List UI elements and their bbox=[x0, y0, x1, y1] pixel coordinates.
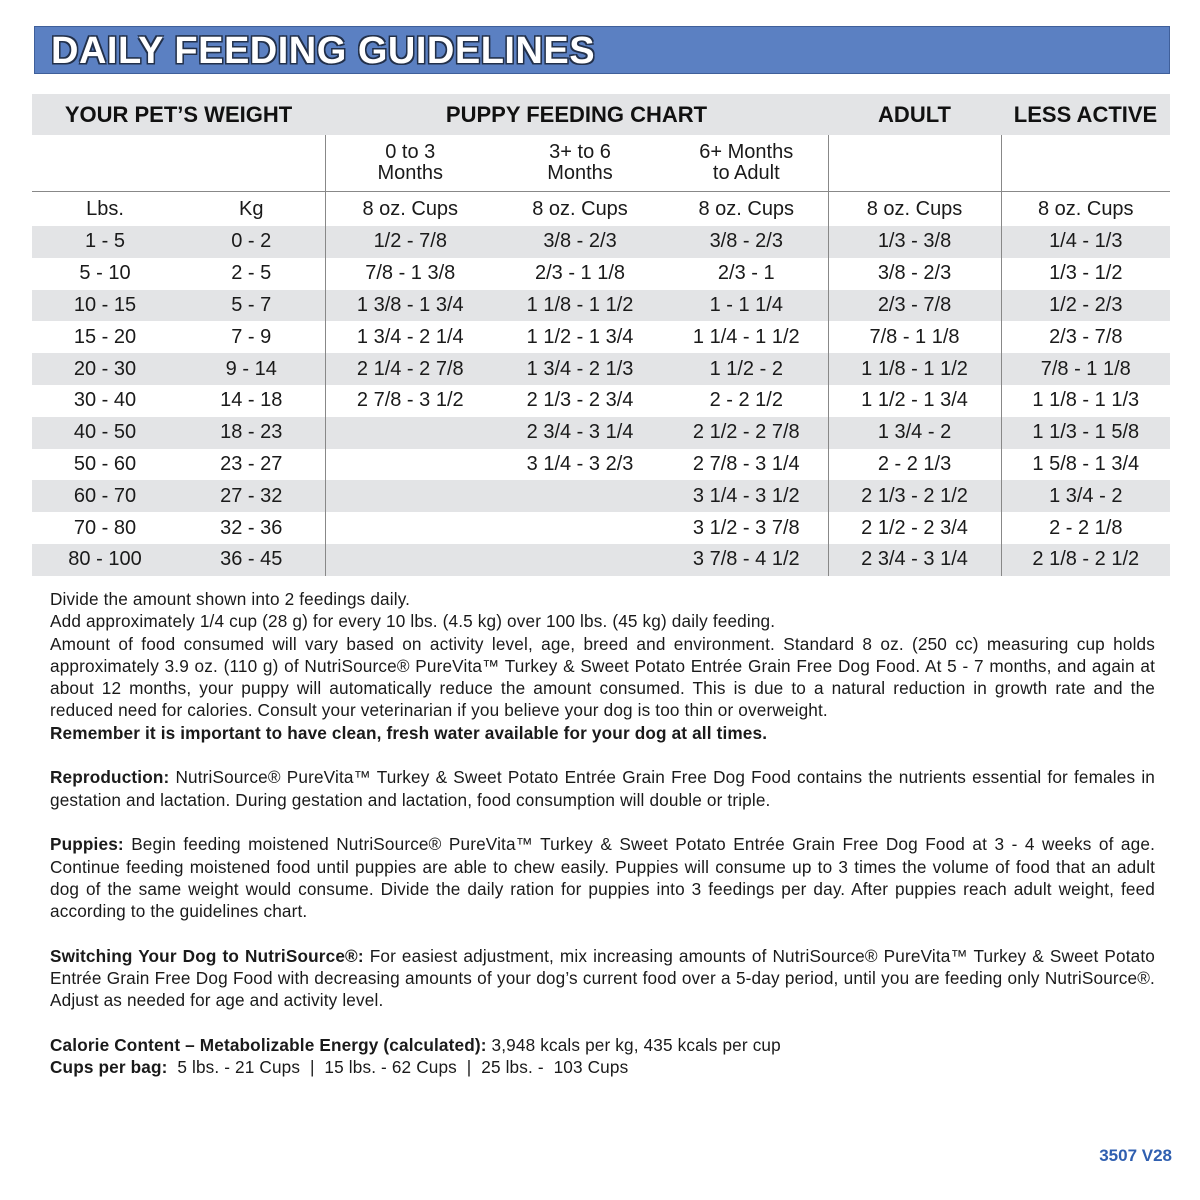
puppy-6-adult-cell: 1 1/4 - 1 1/2 bbox=[692, 325, 800, 348]
table-row bbox=[32, 226, 1170, 258]
lbs-cell: 1 - 5 bbox=[32, 226, 178, 258]
note-add: Add approximately 1/4 cup (28 g) for every 10 lbs. (4.5 kg) over 100 lbs. (45 kg) daily feeding. bbox=[50, 611, 776, 632]
lbs-cell: 10 - 15 bbox=[32, 290, 178, 322]
kg-cell: 36 - 45 bbox=[178, 544, 325, 576]
lbs-cell: 70 - 80 bbox=[73, 516, 137, 539]
puppy-6-adult-cell: 1 - 1 1/4 bbox=[665, 290, 828, 322]
puppy-0-3-cell: 7/8 - 1 3/8 bbox=[325, 258, 495, 290]
puppy-6-adult-cell: 2 - 2 1/2 bbox=[709, 389, 783, 412]
puppy-0-3-cell bbox=[325, 480, 495, 512]
table-row bbox=[32, 480, 1170, 512]
puppy-0-3-cell: 2 7/8 - 3 1/2 bbox=[325, 385, 495, 417]
age-header-row bbox=[32, 135, 1170, 192]
group-header-row bbox=[32, 94, 1170, 135]
table-row bbox=[32, 353, 1170, 385]
kg-cell: 9 - 14 bbox=[178, 353, 325, 385]
header-adult: ADULT bbox=[828, 94, 1001, 135]
table-row bbox=[32, 417, 1170, 449]
kg-cell: 27 - 32 bbox=[178, 480, 325, 512]
table-row bbox=[32, 385, 1170, 417]
puppy-3-6-cell bbox=[495, 512, 665, 544]
unit-label: 8 oz. Cups bbox=[828, 192, 1001, 227]
lbs-cell: 40 - 50 bbox=[32, 417, 178, 449]
puppy-3-6-cell: 2 3/4 - 3 1/4 bbox=[495, 417, 665, 449]
less-active-cell: 2 - 2 1/8 bbox=[1001, 512, 1170, 544]
adult-cell: 1 3/4 - 2 bbox=[828, 417, 1001, 449]
section-reproduction: Reproduction: NutriSource® PureVita™ Turkey & Sweet Potato Entrée Grain Free Dog Food contains the nutrients essential for females in gestation and lactation. During gestation and lactation, food consumption will double or triple. bbox=[50, 767, 1155, 810]
kg-cell: 18 - 23 bbox=[178, 417, 325, 449]
puppy-6-adult-cell: 3 7/8 - 4 1/2 bbox=[665, 544, 828, 576]
calorie-content: Calorie Content – Metabolizable Energy (calculated): 3,948 kcals per kg, 435 kcals per cup bbox=[50, 1034, 781, 1055]
lbs-cell: 20 - 30 bbox=[32, 353, 178, 385]
adult-cell: 1 1/2 - 1 3/4 bbox=[828, 385, 1001, 417]
puppy-0-3-cell bbox=[325, 417, 495, 449]
puppy-6-adult-cell: 1 1/2 - 2 bbox=[665, 353, 828, 385]
age-3-6: 3+ to 6 Months bbox=[495, 135, 665, 192]
section-puppies: Puppies: Begin feeding moistened NutriSource® PureVita™ Turkey & Sweet Potato Entrée Grain Free Dog Food at 3 - 4 weeks of age. Continue feeding moistened food until puppies are able to chew easily. Puppies will consume up to 3 times the volume of food that an adult dog of the same weight would consume. Divide the daily ration for puppies into 3 feedings per day. After puppies reach adult weight, feed according to the guidelines chart. bbox=[50, 834, 1155, 922]
less-active-cell: 7/8 - 1 1/8 bbox=[1001, 353, 1170, 385]
puppy-0-3-cell: 1 3/4 - 2 1/4 bbox=[325, 321, 495, 353]
lbs-cell: 80 - 100 bbox=[32, 544, 178, 576]
header-less-active: LESS ACTIVE bbox=[1001, 94, 1170, 135]
kg-cell: 23 - 27 bbox=[220, 452, 283, 475]
unit-label: 8 oz. Cups bbox=[698, 197, 795, 220]
unit-label: 8 oz. Cups bbox=[325, 192, 495, 227]
kg-cell: 7 - 9 bbox=[231, 325, 272, 348]
kg-cell: 0 - 2 bbox=[178, 226, 325, 258]
title-banner bbox=[34, 26, 1170, 74]
page-title: DAILY FEEDING GUIDELINES bbox=[51, 30, 596, 72]
note-amount: Amount of food consumed will vary based on activity level, age, breed and environment. Standard 8 oz. (250 cc) measuring cup holds approximately 3.9 oz. (110 g) of NutriSource® PureVita™ Turkey & Sweet Potato Entrée Grain Free Dog Food. At 5 - 7 months, and again at about 12 months, your puppy will automatically reduce the amount consumed. This is due to a natural reduction in growth rate and the reduced need for calories. Consult your veterinarian if you believe your dog is too thin or overweight. bbox=[50, 633, 1155, 721]
adult-cell: 2 1/3 - 2 1/2 bbox=[828, 480, 1001, 512]
less-active-cell: 2 1/8 - 2 1/2 bbox=[1001, 544, 1170, 576]
table-row bbox=[32, 512, 1170, 544]
puppy-0-3-cell: 1 3/8 - 1 3/4 bbox=[325, 290, 495, 322]
less-active-cell: 1 3/4 - 2 bbox=[1001, 480, 1170, 512]
unit-label: Kg bbox=[239, 197, 264, 220]
unit-label: Lbs. bbox=[86, 197, 124, 220]
header-puppy: PUPPY FEEDING CHART bbox=[325, 94, 828, 135]
puppy-6-adult-cell: 2 1/2 - 2 7/8 bbox=[665, 417, 828, 449]
table-row bbox=[32, 449, 1170, 481]
kg-cell: 32 - 36 bbox=[220, 516, 283, 539]
puppy-0-3-cell bbox=[325, 449, 495, 481]
adult-cell: 2/3 - 7/8 bbox=[828, 290, 1001, 322]
less-active-cell: 1 5/8 - 1 3/4 bbox=[1001, 449, 1170, 481]
kg-cell: 2 - 5 bbox=[231, 262, 272, 285]
less-active-cell: 1/3 - 1/2 bbox=[1001, 258, 1170, 290]
less-active-cell: 1/4 - 1/3 bbox=[1001, 226, 1170, 258]
table-row bbox=[32, 544, 1170, 576]
less-active-cell: 1 1/8 - 1 1/3 bbox=[1001, 385, 1170, 417]
note-divide: Divide the amount shown into 2 feedings daily. bbox=[50, 589, 411, 609]
less-active-cell: 2/3 - 7/8 bbox=[1001, 321, 1170, 353]
adult-cell: 1 1/8 - 1 1/2 bbox=[828, 353, 1001, 385]
age-0-3: 0 to 3 Months bbox=[325, 135, 495, 192]
puppy-6-adult-cell: 3 1/4 - 3 1/2 bbox=[665, 480, 828, 512]
lbs-cell: 50 - 60 bbox=[73, 452, 137, 475]
puppy-3-6-cell: 1 1/2 - 1 3/4 bbox=[526, 325, 634, 348]
lbs-cell: 30 - 40 bbox=[73, 389, 137, 412]
product-code: 3507 V28 bbox=[1099, 1146, 1172, 1165]
kg-cell: 5 - 7 bbox=[178, 290, 325, 322]
less-active-cell: 1/2 - 2/3 bbox=[1001, 290, 1170, 322]
less-active-cell: 1 1/3 - 1 5/8 bbox=[1001, 417, 1170, 449]
puppy-6-adult-cell: 3 1/2 - 3 7/8 bbox=[692, 516, 800, 539]
note-water: Remember it is important to have clean, fresh water available for your dog at all times. bbox=[50, 722, 768, 743]
puppy-6-adult-cell: 2 7/8 - 3 1/4 bbox=[692, 452, 800, 475]
puppy-3-6-cell bbox=[495, 480, 665, 512]
kg-cell: 14 - 18 bbox=[220, 389, 283, 412]
age-6-adult: 6+ Months to Adult bbox=[665, 135, 828, 192]
lbs-cell: 5 - 10 bbox=[79, 262, 131, 285]
lbs-cell: 15 - 20 bbox=[73, 325, 137, 348]
puppy-3-6-cell: 1 1/8 - 1 1/2 bbox=[495, 290, 665, 322]
puppy-3-6-cell: 3 1/4 - 3 2/3 bbox=[526, 452, 634, 475]
section-switching: Switching Your Dog to NutriSource®: For easiest adjustment, mix increasing amounts of NutriSource® PureVita™ Turkey & Sweet Potato Entrée Grain Free Dog Food with decreasing amounts of your dog’s current food over a 5-day period, until you are feeding only NutriSource®. Adjust as needed for age and activity level. bbox=[50, 945, 1155, 1011]
adult-cell: 7/8 - 1 1/8 bbox=[828, 321, 1001, 353]
unit-label: 8 oz. Cups bbox=[532, 197, 628, 220]
adult-cell: 1/3 - 3/8 bbox=[828, 226, 1001, 258]
table-row bbox=[32, 258, 1170, 290]
puppy-6-adult-cell: 2/3 - 1 bbox=[717, 262, 775, 285]
puppy-0-3-cell bbox=[325, 544, 495, 576]
puppy-3-6-cell: 3/8 - 2/3 bbox=[495, 226, 665, 258]
table-row bbox=[32, 321, 1170, 353]
puppy-6-adult-cell: 3/8 - 2/3 bbox=[665, 226, 828, 258]
unit-label: 8 oz. Cups bbox=[1001, 192, 1170, 227]
adult-cell: 3/8 - 2/3 bbox=[828, 258, 1001, 290]
feeding-notes bbox=[50, 588, 1155, 1079]
cups-per-bag: Cups per bag: 5 lbs. - 21 Cups | 15 lbs. - 62 Cups | 25 lbs. - 103 Cups bbox=[50, 1057, 629, 1078]
puppy-3-6-cell bbox=[495, 544, 665, 576]
puppy-3-6-cell: 2/3 - 1 1/8 bbox=[534, 262, 626, 285]
puppy-0-3-cell: 2 1/4 - 2 7/8 bbox=[325, 353, 495, 385]
adult-cell: 2 - 2 1/3 bbox=[828, 449, 1001, 481]
units-row bbox=[32, 192, 1170, 227]
puppy-0-3-cell bbox=[325, 512, 495, 544]
puppy-0-3-cell: 1/2 - 7/8 bbox=[325, 226, 495, 258]
adult-cell: 2 3/4 - 3 1/4 bbox=[828, 544, 1001, 576]
puppy-3-6-cell: 2 1/3 - 2 3/4 bbox=[526, 389, 634, 412]
lbs-cell: 60 - 70 bbox=[32, 480, 178, 512]
adult-cell: 2 1/2 - 2 3/4 bbox=[828, 512, 1001, 544]
header-weight: YOUR PET’S WEIGHT bbox=[32, 94, 325, 135]
puppy-3-6-cell: 1 3/4 - 2 1/3 bbox=[495, 353, 665, 385]
feeding-chart-table bbox=[32, 94, 1170, 576]
table-row bbox=[32, 290, 1170, 322]
